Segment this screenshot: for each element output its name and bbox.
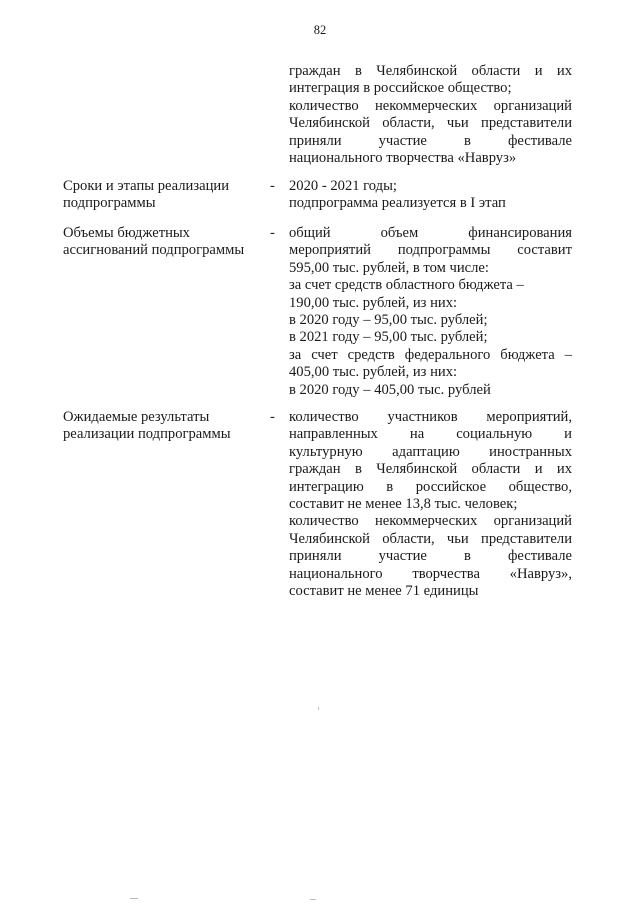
text-line: мероприятий подпрограммы составит xyxy=(289,242,572,259)
row-dash: - xyxy=(270,409,275,425)
text-line: количество некоммерческих организаций xyxy=(289,513,572,530)
text-line: Челябинской области, чьи представители xyxy=(289,530,572,547)
text-line: 2020 - 2021 годы; xyxy=(289,178,397,194)
text-line: за счет средств областного бюджета – xyxy=(289,277,524,294)
label-line: Объемы бюджетных xyxy=(63,225,190,241)
text-line: в 2021 году – 95,00 тыс. рублей; xyxy=(289,329,488,346)
row-value-terms xyxy=(289,178,572,213)
text-line: общий объем финансирования xyxy=(289,225,572,241)
text-line: приняли участие в фестивале xyxy=(289,132,572,149)
text-line: количество участников мероприятий, xyxy=(289,409,572,425)
row-value-results xyxy=(289,409,572,600)
scan-speck xyxy=(318,707,319,710)
text-line: культурную адаптацию иностранных xyxy=(289,443,572,460)
row-label-budget xyxy=(63,225,263,260)
text-line: граждан в Челябинской области и их xyxy=(289,63,572,79)
label-line: Сроки и этапы реализации xyxy=(63,178,230,194)
row-dash: - xyxy=(270,178,275,194)
row-value-budget xyxy=(289,225,572,399)
text-line: составит не менее 71 единицы xyxy=(289,582,479,599)
text-line: 595,00 тыс. рублей, в том числе: xyxy=(289,259,489,276)
text-line: 405,00 тыс. рублей, из них: xyxy=(289,364,458,381)
label-line: ассигнований подпрограммы xyxy=(63,242,245,259)
text-line: в 2020 году – 405,00 тыс. рублей xyxy=(289,381,491,398)
text-line: национального творчества «Навруз», xyxy=(289,565,572,582)
scan-speck xyxy=(310,899,316,900)
text-line: количество некоммерческих организаций xyxy=(289,97,572,114)
label-line: Ожидаемые результаты xyxy=(63,409,210,425)
label-line: реализации подпрограммы xyxy=(63,426,231,443)
page-number: 82 xyxy=(313,23,327,37)
scan-speck xyxy=(130,898,138,899)
row-label-terms xyxy=(63,178,263,213)
text-line: направленных на социальную и xyxy=(289,426,572,443)
row-dash: - xyxy=(270,225,275,241)
continuation-text xyxy=(289,63,572,167)
text-line: в 2020 году – 95,00 тыс. рублей; xyxy=(289,311,488,328)
text-line: 190,00 тыс. рублей, из них: xyxy=(289,294,458,311)
row-label-results xyxy=(63,409,263,444)
text-line: граждан в Челябинской области и их xyxy=(289,461,572,478)
text-line: за счет средств федерального бюджета – xyxy=(289,346,572,363)
text-line: интеграцию в российское общество, xyxy=(289,478,572,495)
label-line: подпрограммы xyxy=(63,195,156,212)
text-line: приняли участие в фестивале xyxy=(289,548,572,565)
text-line: подпрограмма реализуется в I этап xyxy=(289,195,506,212)
text-line: составит не менее 13,8 тыс. человек; xyxy=(289,495,518,512)
text-line: интеграция в российское общество; xyxy=(289,80,512,97)
text-line: Челябинской области, чьи представители xyxy=(289,115,572,132)
text-line: национального творчества «Навруз» xyxy=(289,149,517,166)
